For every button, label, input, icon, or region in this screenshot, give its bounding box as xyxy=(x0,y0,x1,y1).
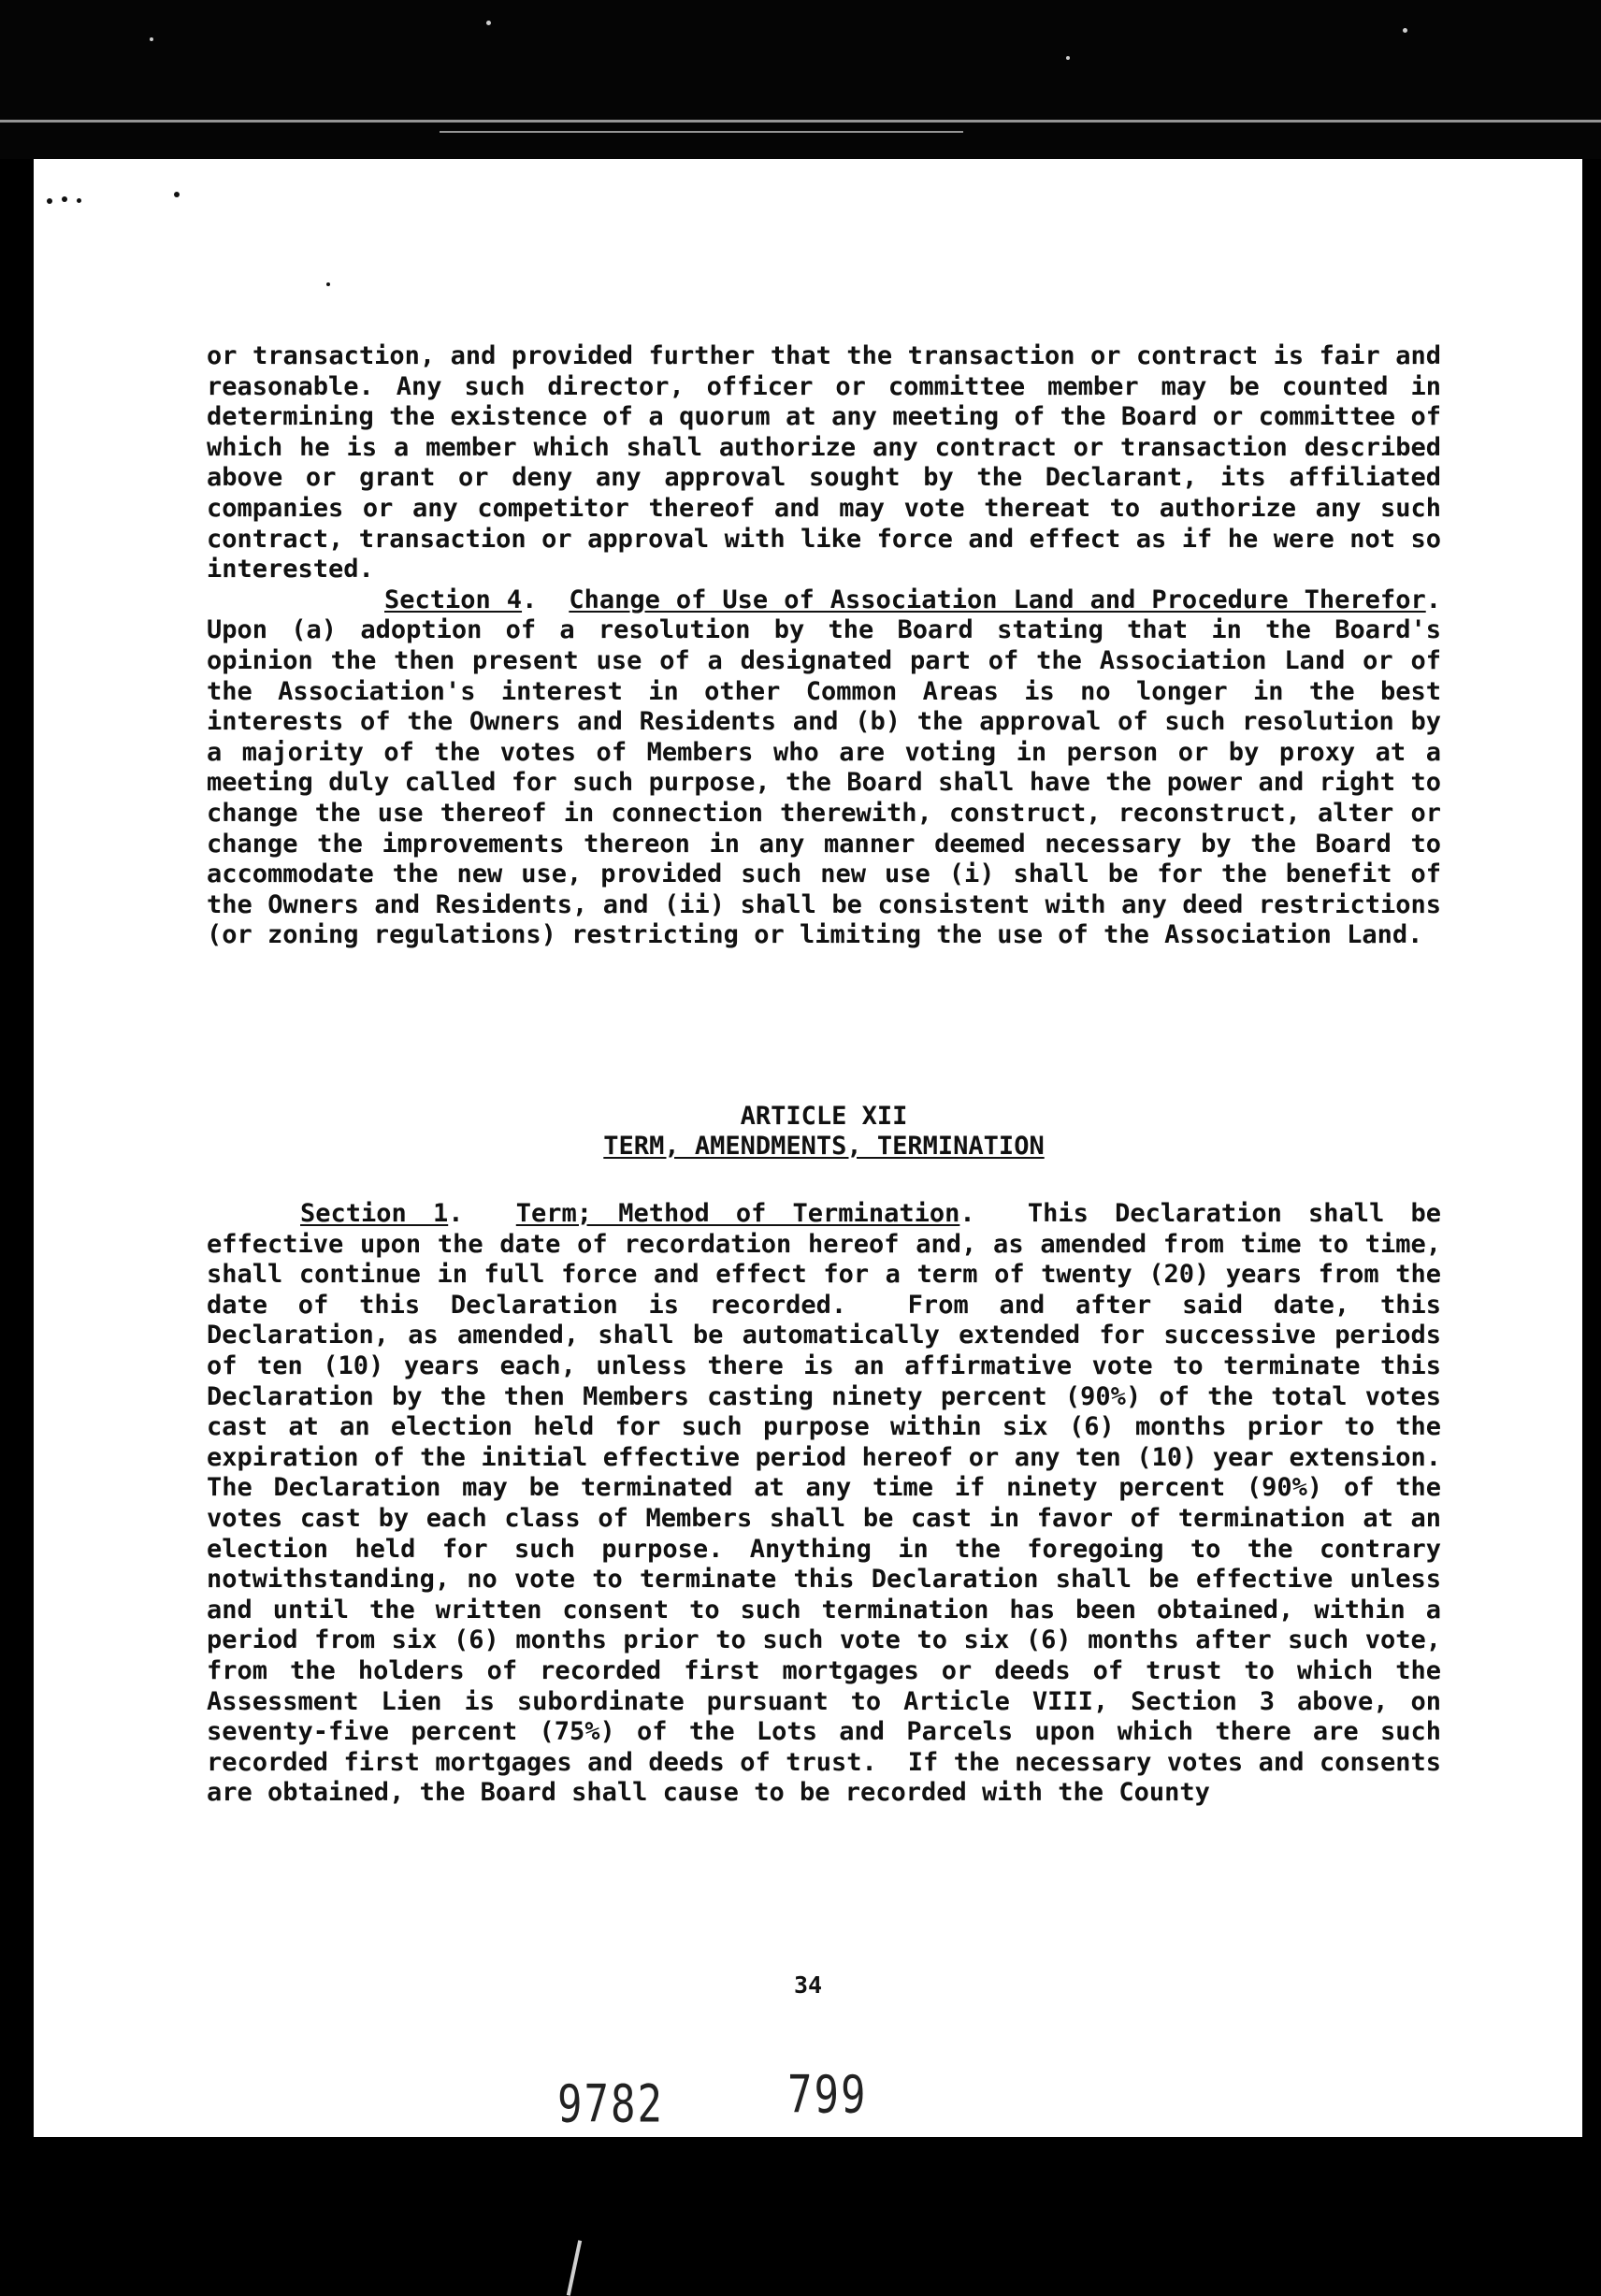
article-title xyxy=(207,1132,1441,1162)
paragraph-section-1 xyxy=(207,1199,1457,1809)
scan-speck xyxy=(1403,28,1407,33)
paragraph-text: or transaction, and provided further that the transaction or contract is fair and reasonable. Any such director, officer or committee member may be counted in determining the existence of a quorum at any meeting of the Board or committee of which he is a member which shall authorize any contract or transaction described above or grant or deny any approval sought by the Declarant, its affiliated companies or any competitor thereof and may vote thereat to authorize any such contract, transaction or approval with like force and effect as if he were not so interested. xyxy=(207,341,1441,585)
section-title: Term; Method of Termination xyxy=(515,1199,960,1228)
article-title-text: TERM, AMENDMENTS, TERMINATION xyxy=(603,1132,1045,1161)
section-heading: Section 1 xyxy=(300,1199,449,1228)
scan-speck xyxy=(150,37,153,41)
book-page-number: 799 xyxy=(787,2065,868,2126)
scan-rule-line xyxy=(0,120,1601,123)
punctuation: . xyxy=(522,585,570,614)
scan-speck xyxy=(1066,56,1070,60)
page-speck xyxy=(62,196,67,202)
document-page xyxy=(34,159,1582,2137)
page-speck xyxy=(77,198,81,203)
page-speck xyxy=(47,198,52,204)
section-1-body xyxy=(207,1199,1457,1809)
section-heading: Section 4 xyxy=(384,585,523,614)
paragraph-text: . This Declaration shall be effective upon the date of recordation hereof and, as amended from time to time, shall continue in full force and effect for a term of twenty (20) years from the date of this Declaration is recorded. From and after said date, this Declaration, as amended, shall be automatically extended for successive periods of ten (10) years each, unless there is an affirmative vote to terminate this Declaration by the then Members casting ninety percent (90%) of the total votes cast at an election held for such purpose within six (6) months prior to the expiration of the initial effective period hereof or any ten (10) year extension. The Declaration may be terminated at any time if ninety percent (90%) of the votes cast by each class of Members shall be cast in favor of termination at an election held for such purpose. Anything in the foregoing to the contrary notwithstanding, no vote to terminate this Declaration shall be effective unless and until the written consent to such termination has been obtained, within a period from six (6) months prior to such vote to six (6) months after such vote, from the holders of recorded first mortgages or deeds of trust to which the Assessment Lien is subordinate pursuant to Article VIII, Section 3 above, on seventy-five percent (75%) of the Lots and Parcels upon which there are such recorded first mortgages and deeds of trust. If the necessary votes and consents are obtained, the Board shall cause to be recorded with the County xyxy=(207,1199,1457,1808)
scan-border-top xyxy=(0,0,1601,159)
section-title: Change of Use of Association Land and Procedure Therefor xyxy=(569,585,1426,614)
page-speck xyxy=(174,192,180,197)
book-number: 9782 xyxy=(557,2074,664,2135)
page-speck xyxy=(326,282,330,286)
page-number: 34 xyxy=(793,1971,823,1999)
article-number: ARTICLE XII xyxy=(740,1102,908,1131)
paragraph-continuation xyxy=(207,341,1441,585)
punctuation: . xyxy=(448,1199,516,1228)
main-body xyxy=(207,341,1441,951)
paragraph-section-4 xyxy=(207,585,1441,951)
scan-rule-line xyxy=(440,131,963,133)
scan-mark xyxy=(567,2240,582,2296)
scan-speck xyxy=(486,21,491,25)
paragraph-text: . Upon (a) adoption of a resolution by the Board stating that in the Board's opinion the then present use of a designated part of the Association Land or of the Association's interest in other Common Areas is no longer in the best interests of the Owners and Residents and (b) the approval of such resolution by a majority of the votes of Members who are voting in person or by proxy at a meeting duly called for such purpose, the Board shall have the power and right to change the use thereof in connection therewith, construct, reconstruct, alter or change the improvements thereon in any manner deemed necessary by the Board to accommodate the new use, provided such new use (i) shall be for the benefit of the Owners and Residents, and (ii) shall be consistent with any deed restrictions (or zoning regulations) restricting or limiting the use of the Association Land. xyxy=(207,585,1441,950)
